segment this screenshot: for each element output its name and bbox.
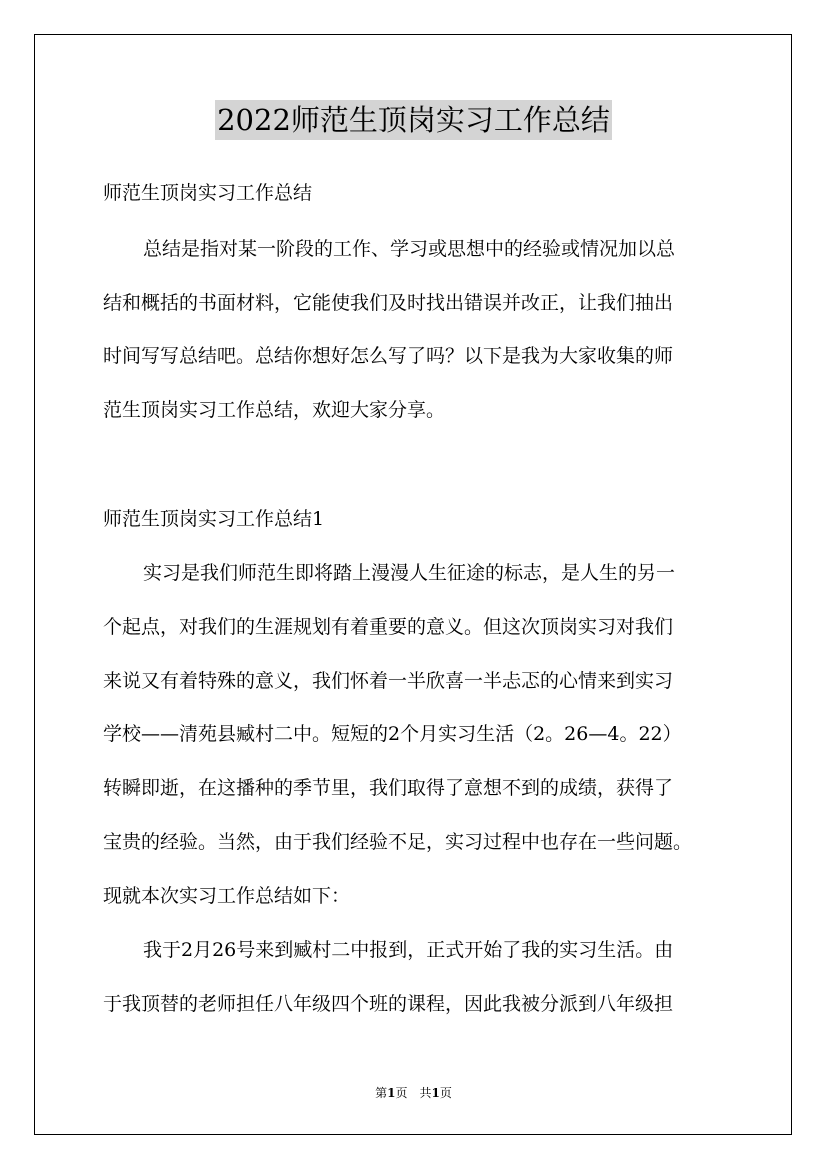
body-line-1: 实习是我们师范生即将踏上漫漫人生征途的标志，是人生的另一 <box>143 562 676 584</box>
footer-page-mid: 页 共 <box>395 1086 432 1100</box>
title-container <box>0 100 827 140</box>
footer-page-prefix: 第 <box>375 1086 388 1100</box>
intro-line-2: 结和概括的书面材料，它能使我们及时找出错误并改正，让我们抽出 <box>103 292 674 314</box>
body-line-4: 学校——清苑县臧村二中。短短的2个月实习生活（2。26—4。22） <box>103 723 682 745</box>
body-line-6: 宝贵的经验。当然，由于我们经验不足，实习过程中也存在一些问题。 <box>103 831 693 853</box>
body-line-8: 我于2月26号来到臧村二中报到，正式开始了我的实习生活。由 <box>143 939 674 961</box>
body-line-9: 于我顶替的老师担任八年级四个班的课程，因此我被分派到八年级担 <box>103 993 674 1015</box>
body-line-5: 转瞬即逝，在这播种的季节里，我们取得了意想不到的成绩，获得了 <box>103 777 674 799</box>
intro-line-3: 时间写写总结吧。总结你想好怎么写了吗？以下是我为大家收集的师 <box>103 345 674 367</box>
footer-page-current: 1 <box>387 1086 396 1100</box>
body-line-2: 个起点，对我们的生涯规划有着重要的意义。但这次顶岗实习对我们 <box>103 616 674 638</box>
intro-line-4: 范生顶岗实习工作总结，欢迎大家分享。 <box>103 399 446 421</box>
document-subtitle: 师范生顶岗实习工作总结 <box>103 182 313 204</box>
intro-line-1: 总结是指对某一阶段的工作、学习或思想中的经验或情况加以总 <box>143 238 676 260</box>
footer-page-suffix: 页 <box>439 1086 452 1100</box>
body-line-3: 来说又有着特殊的意义，我们怀着一半欣喜一半忐忑的心情来到实习 <box>103 670 674 692</box>
document-title: 2022师范生顶岗实习工作总结 <box>215 100 612 140</box>
section-heading: 师范生顶岗实习工作总结1 <box>103 508 325 530</box>
body-line-7: 现就本次实习工作总结如下： <box>103 885 351 907</box>
page-footer <box>0 1084 827 1101</box>
footer-page-total: 1 <box>431 1086 440 1100</box>
